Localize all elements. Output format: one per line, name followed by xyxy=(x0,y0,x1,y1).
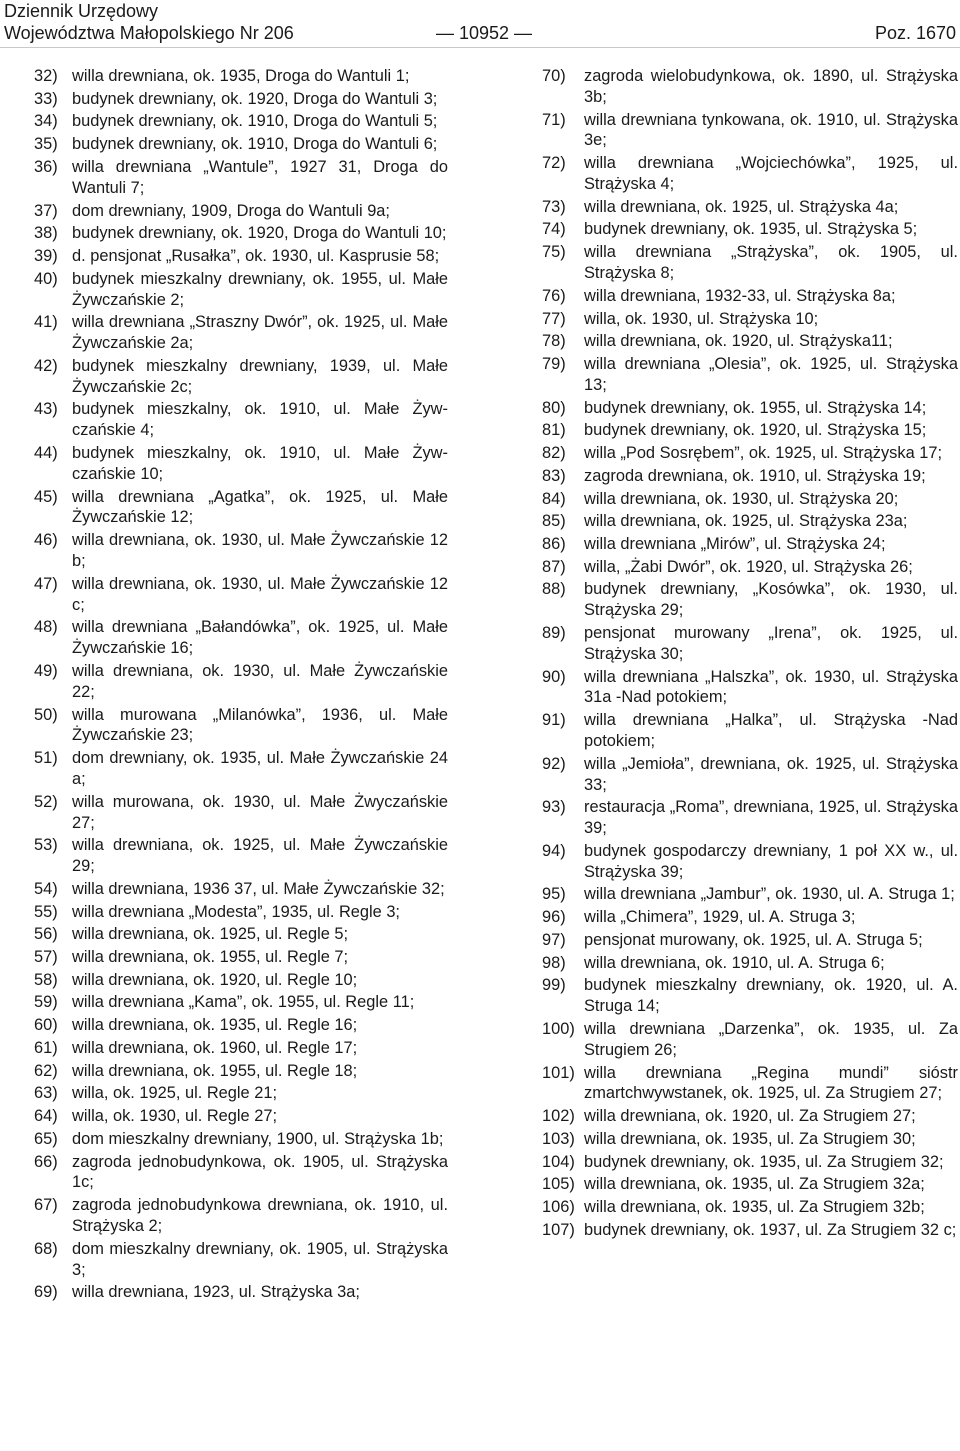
list-item xyxy=(542,1152,958,1173)
list-item xyxy=(542,1129,958,1150)
list-item xyxy=(542,489,958,510)
item-text: budynek drewniany, ok. 1955, ul. Strążyska 14; xyxy=(584,398,927,417)
list-item xyxy=(34,1083,448,1104)
list-item xyxy=(542,667,958,709)
list-item xyxy=(34,792,448,834)
list-item xyxy=(542,953,958,974)
item-number: 71) xyxy=(542,110,566,129)
item-text: willa drewniana, 1932-33, ul. Strążyska 8a; xyxy=(584,286,896,305)
list-item xyxy=(34,970,448,991)
list-item xyxy=(542,884,958,905)
item-text: willa drewniana „Wojciechówka”, 1925, ul. Strążyska 4; xyxy=(584,154,958,193)
item-number: 45) xyxy=(34,487,58,506)
item-number: 56) xyxy=(34,925,58,944)
list-item xyxy=(542,841,958,883)
list-item xyxy=(542,354,958,396)
item-number: 37) xyxy=(34,201,58,220)
position-number: Poz. 1670 xyxy=(874,23,956,43)
item-text: willa drewniana, ok. 1925, ul. Strążyska 23a; xyxy=(584,512,908,531)
item-text: willa drewniana, ok. 1960, ul. Regle 17; xyxy=(72,1038,358,1057)
item-number: 105) xyxy=(542,1175,575,1194)
item-number: 43) xyxy=(34,400,58,419)
item-number: 81) xyxy=(542,421,566,440)
item-text: willa drewniana, ok. 1935, Droga do Wantuli 1; xyxy=(72,67,410,85)
item-text: willa drewniana, ok. 1930, ul. Małe Żywczańskie 22; xyxy=(72,661,448,701)
item-number: 84) xyxy=(542,489,566,508)
list-item xyxy=(34,66,448,87)
list-item xyxy=(542,286,958,307)
list-item xyxy=(34,1106,448,1127)
item-number: 72) xyxy=(542,154,566,173)
item-number: 50) xyxy=(34,705,58,724)
item-text: willa drewniana „Darzenka”, ok. 1935, ul. Za Strugiem 26; xyxy=(584,1020,958,1059)
list-item xyxy=(542,331,958,352)
item-number: 53) xyxy=(34,836,58,855)
item-text: willa drewniana, 1936 37, ul. Małe Żywczańskie 32; xyxy=(72,879,445,898)
list-item xyxy=(542,754,958,796)
list-item xyxy=(34,134,448,155)
item-text: willa, ok. 1925, ul. Regle 21; xyxy=(72,1084,278,1103)
item-text: willa drewniana, ok. 1935, ul. Za Strugiem 32a; xyxy=(584,1175,925,1194)
item-number: 90) xyxy=(542,667,566,686)
journal-subtitle: Województwa Małopolskiego Nr 206 xyxy=(4,23,294,43)
item-number: 58) xyxy=(34,970,58,989)
item-number: 95) xyxy=(542,885,566,904)
item-text: willa drewniana, ok. 1930, ul. Małe Żywczańskie 12 c; xyxy=(72,574,448,614)
item-text: budynek drewniany, ok. 1937, ul. Za Strugiem 32 c; xyxy=(584,1220,957,1239)
item-number: 79) xyxy=(542,354,566,373)
item-text: willa drewniana, ok. 1935, ul. Za Strugiem 32b; xyxy=(584,1198,925,1217)
item-number: 61) xyxy=(34,1038,58,1057)
item-text: pensjonat murowany „Irena”, ok. 1925, ul. Strążyska 30; xyxy=(584,624,958,663)
list-item xyxy=(34,879,448,900)
list-item xyxy=(542,623,958,665)
item-text: willa drewniana „Regina mundi” sióstr zmartchwywstanek, ok. 1925, ul. Za Strugiem 27; xyxy=(584,1063,958,1103)
item-number: 34) xyxy=(34,112,58,131)
item-number: 85) xyxy=(542,512,566,531)
list-item xyxy=(542,466,958,487)
item-text: willa drewniana, ok. 1935, ul. Za Strugiem 30; xyxy=(584,1129,916,1148)
item-text: willa drewniana, ok. 1910, ul. A. Struga 6; xyxy=(584,953,885,972)
item-text: willa drewniana „Modesta”, 1935, ul. Regle 3; xyxy=(72,902,400,921)
item-text: willa drewniana „Straszny Dwór”, ok. 1925, ul. Małe Żywczańskie 2a; xyxy=(72,313,448,353)
item-number: 36) xyxy=(34,157,58,176)
list-item xyxy=(542,1019,958,1061)
item-text: zagroda wielobudynkowa, ok. 1890, ul. Strążyska 3b; xyxy=(584,67,958,106)
item-text: budynek mieszkalny, ok. 1910, ul. Małe Żywczańskie 10; xyxy=(72,444,448,483)
list-item xyxy=(34,574,448,616)
item-number: 39) xyxy=(34,246,58,265)
item-number: 41) xyxy=(34,313,58,332)
list-item xyxy=(34,269,448,311)
item-text: willa drewniana, 1923, ul. Strążyska 3a; xyxy=(72,1283,360,1302)
item-text: willa drewniana „Halszka”, ok. 1930, ul. Strążyska 31a -Nad potokiem; xyxy=(584,667,958,707)
list-item xyxy=(34,1015,448,1036)
item-number: 104) xyxy=(542,1152,575,1171)
list-item xyxy=(34,157,448,199)
item-text: willa „Pod Sosrębem”, ok. 1925, ul. Strążyska 17; xyxy=(584,444,943,463)
list-item xyxy=(542,710,958,752)
item-text: budynek mieszkalny, ok. 1910, ul. Małe Żywczańskie 4; xyxy=(72,400,448,440)
item-number: 89) xyxy=(542,624,566,643)
item-number: 87) xyxy=(542,557,566,576)
item-text: willa, ok. 1930, ul. Strążyska 10; xyxy=(584,309,819,328)
item-text: willa drewniana, ok. 1955, ul. Regle 7; xyxy=(72,948,349,967)
list-item xyxy=(34,705,448,747)
item-number: 92) xyxy=(542,754,566,773)
right-column xyxy=(542,66,958,1243)
list-item xyxy=(542,420,958,441)
list-item xyxy=(34,617,448,659)
item-text: willa drewniana „Olesia”, ok. 1925, ul. Strążyska 13; xyxy=(584,354,958,394)
item-number: 40) xyxy=(34,269,58,288)
item-number: 103) xyxy=(542,1129,575,1148)
item-text: willa drewniana, ok. 1930, ul. Małe Żywczańskie 12 b; xyxy=(72,531,448,571)
list-item xyxy=(542,66,958,108)
item-number: 48) xyxy=(34,618,58,637)
item-text: willa drewniana, ok. 1920, ul. Za Strugiem 27; xyxy=(584,1107,916,1126)
item-number: 78) xyxy=(542,332,566,351)
item-text: budynek drewniany, ok. 1920, Droga do Wantuli 10; xyxy=(72,224,447,243)
item-text: budynek drewniany, ok. 1910, Droga do Wantuli 6; xyxy=(72,135,438,154)
item-text: willa drewniana „Kama”, ok. 1955, ul. Regle 11; xyxy=(72,993,415,1012)
item-number: 69) xyxy=(34,1283,58,1302)
list-item xyxy=(542,153,958,195)
list-item xyxy=(34,1282,448,1303)
item-number: 63) xyxy=(34,1084,58,1103)
list-item xyxy=(542,511,958,532)
item-number: 68) xyxy=(34,1239,58,1258)
list-item xyxy=(34,487,448,529)
list-item xyxy=(34,89,448,110)
item-number: 80) xyxy=(542,398,566,417)
list-item xyxy=(34,312,448,354)
item-number: 32) xyxy=(34,67,58,85)
list-item xyxy=(542,907,958,928)
item-text: willa drewniana, ok. 1920, ul. Strążyska11; xyxy=(584,332,893,351)
item-number: 88) xyxy=(542,580,566,599)
list-item xyxy=(542,219,958,240)
item-number: 52) xyxy=(34,792,58,811)
item-number: 64) xyxy=(34,1107,58,1126)
list-item xyxy=(542,398,958,419)
list-item xyxy=(34,748,448,790)
list-item xyxy=(542,1174,958,1195)
item-number: 75) xyxy=(542,243,566,262)
item-number: 100) xyxy=(542,1020,575,1038)
list-item xyxy=(34,992,448,1013)
list-item xyxy=(542,557,958,578)
item-text: willa murowana, ok. 1930, ul. Małe Żwyczańskie 27; xyxy=(72,792,448,832)
item-number: 38) xyxy=(34,224,58,243)
item-text: willa drewniana „Bałandówka”, ok. 1925, ul. Małe Żywczańskie 16; xyxy=(72,618,448,658)
item-text: willa drewniana „Mirów”, ul. Strążyska 24; xyxy=(584,534,886,553)
item-number: 107) xyxy=(542,1220,575,1239)
item-number: 77) xyxy=(542,309,566,328)
item-number: 51) xyxy=(34,749,58,768)
item-text: willa drewniana „Strążyska”, ok. 1905, ul. Strążyska 8; xyxy=(584,243,958,283)
item-number: 60) xyxy=(34,1016,58,1035)
item-text: dom drewniany, ok. 1935, ul. Małe Żywczańskie 24 a; xyxy=(72,749,448,788)
item-number: 73) xyxy=(542,197,566,216)
item-text: willa drewniana, ok. 1930, ul. Strążyska 20; xyxy=(584,489,899,508)
item-text: willa drewniana, ok. 1925, ul. Strążyska 4a; xyxy=(584,197,899,216)
item-text: willa drewniana, ok. 1925, ul. Regle 5; xyxy=(72,925,349,944)
list-item xyxy=(34,399,448,441)
item-number: 94) xyxy=(542,841,566,860)
item-number: 96) xyxy=(542,908,566,927)
item-text: willa drewniana „Wantule”, 1927 31, Droga do Wantuli 7; xyxy=(72,157,448,197)
item-text: willa drewniana, ok. 1920, ul. Regle 10; xyxy=(72,970,358,989)
page-number: — 10952 — xyxy=(436,23,533,43)
item-number: 82) xyxy=(542,444,566,463)
item-text: willa drewniana, ok. 1955, ul. Regle 18; xyxy=(72,1061,358,1080)
list-item xyxy=(542,1197,958,1218)
list-item xyxy=(34,902,448,923)
list-item xyxy=(542,797,958,839)
journal-title: Dziennik Urzędowy xyxy=(4,1,159,21)
item-number: 91) xyxy=(542,711,566,730)
item-number: 59) xyxy=(34,993,58,1012)
item-number: 99) xyxy=(542,976,566,995)
item-number: 46) xyxy=(34,531,58,550)
item-text: willa drewniana tynkowana, ok. 1910, ul. Strążyska 3e; xyxy=(584,110,958,150)
list-item xyxy=(542,579,958,621)
list-item xyxy=(34,111,448,132)
item-text: d. pensjonat „Rusałka”, ok. 1930, ul. Kasprusie 58; xyxy=(72,246,440,265)
item-text: willa drewniana „Agatka”, ok. 1925, ul. Małe Żywczańskie 12; xyxy=(72,487,448,527)
list-item xyxy=(34,201,448,222)
item-number: 33) xyxy=(34,89,58,108)
item-text: budynek mieszkalny drewniany, ok. 1920, ul. A. Struga 14; xyxy=(584,976,958,1016)
item-number: 93) xyxy=(542,798,566,817)
item-number: 86) xyxy=(542,534,566,553)
list-item xyxy=(34,246,448,267)
list-item xyxy=(542,534,958,555)
item-text: budynek mieszkalny drewniany, ok. 1955, ul. Małe Żywczańskie 2; xyxy=(72,269,448,309)
item-text: willa drewniana, ok. 1935, ul. Regle 16; xyxy=(72,1016,358,1035)
item-number: 54) xyxy=(34,879,58,898)
item-text: restauracja „Roma”, drewniana, 1925, ul. Strążyska 39; xyxy=(584,798,958,838)
list-item xyxy=(34,1239,448,1281)
item-text: willa, ok. 1930, ul. Regle 27; xyxy=(72,1107,278,1126)
item-text: dom drewniany, 1909, Droga do Wantuli 9a; xyxy=(72,201,390,220)
item-number: 102) xyxy=(542,1107,575,1126)
item-text: budynek drewniany, ok. 1920, ul. Strążyska 15; xyxy=(584,421,927,440)
item-text: budynek gospodarczy drewniany, 1 poł XX w., ul. Strążyska 39; xyxy=(584,841,958,881)
page-header xyxy=(4,0,958,46)
item-number: 49) xyxy=(34,661,58,680)
list-item xyxy=(34,1195,448,1237)
item-text: willa murowana „Milanówka”, 1936, ul. Małe Żywczańskie 23; xyxy=(72,705,448,745)
item-text: willa „Jemioła”, drewniana, ok. 1925, ul. Strążyska 33; xyxy=(584,754,958,794)
item-text: budynek drewniany, „Kosówka”, ok. 1930, ul. Strążyska 29; xyxy=(584,580,958,620)
list-item xyxy=(34,1152,448,1194)
list-item xyxy=(34,530,448,572)
item-number: 42) xyxy=(34,356,58,375)
list-item xyxy=(542,1063,958,1105)
item-number: 74) xyxy=(542,220,566,239)
list-item xyxy=(542,197,958,218)
list-item xyxy=(34,661,448,703)
list-item xyxy=(34,356,448,398)
item-text: budynek drewniany, ok. 1935, ul. Za Strugiem 32; xyxy=(584,1152,944,1171)
list-item xyxy=(34,835,448,877)
item-number: 55) xyxy=(34,902,58,921)
item-text: willa drewniana „Jambur”, ok. 1930, ul. A. Struga 1; xyxy=(584,885,955,904)
list-item xyxy=(542,1220,958,1241)
item-text: willa „Chimera”, 1929, ul. A. Struga 3; xyxy=(584,908,856,927)
item-text: willa drewniana, ok. 1925, ul. Małe Żywczańskie 29; xyxy=(72,836,448,876)
item-number: 106) xyxy=(542,1198,575,1217)
list-item xyxy=(542,309,958,330)
list-item xyxy=(34,443,448,485)
left-column xyxy=(34,66,448,1305)
item-number: 57) xyxy=(34,948,58,967)
item-number: 76) xyxy=(542,286,566,305)
item-text: willa, „Żabi Dwór”, ok. 1920, ul. Strążyska 26; xyxy=(584,557,913,576)
list-item xyxy=(542,1106,958,1127)
item-text: dom mieszkalny drewniany, ok. 1905, ul. Strążyska 3; xyxy=(72,1239,448,1279)
list-item xyxy=(34,1061,448,1082)
list-item xyxy=(542,975,958,1017)
item-number: 66) xyxy=(34,1152,58,1171)
item-number: 35) xyxy=(34,135,58,154)
list-item xyxy=(34,924,448,945)
item-text: zagroda jednobudynkowa, ok. 1905, ul. Strążyska 1c; xyxy=(72,1152,448,1192)
item-number: 70) xyxy=(542,67,566,85)
item-text: budynek drewniany, ok. 1920, Droga do Wantuli 3; xyxy=(72,89,438,108)
item-number: 101) xyxy=(542,1063,575,1082)
item-number: 62) xyxy=(34,1061,58,1080)
list-item xyxy=(542,443,958,464)
item-number: 98) xyxy=(542,953,566,972)
item-text: zagroda drewniana, ok. 1910, ul. Strążyska 19; xyxy=(584,466,926,485)
item-text: zagroda jednobudynkowa drewniana, ok. 1910, ul. Strążyska 2; xyxy=(72,1196,448,1236)
list-item xyxy=(34,1038,448,1059)
header-divider xyxy=(0,47,960,48)
item-text: budynek mieszkalny drewniany, 1939, ul. Małe Żywczańskie 2c; xyxy=(72,356,448,396)
header-line xyxy=(4,22,958,44)
list-item xyxy=(542,242,958,284)
item-text: budynek drewniany, ok. 1935, ul. Strążyska 5; xyxy=(584,220,918,239)
list-item xyxy=(542,930,958,951)
item-text: dom mieszkalny drewniany, 1900, ul. Strążyska 1b; xyxy=(72,1129,444,1148)
item-number: 67) xyxy=(34,1196,58,1215)
item-text: willa drewniana „Halka”, ul. Strążyska -Nad potokiem; xyxy=(584,711,958,751)
item-number: 83) xyxy=(542,466,566,485)
item-number: 47) xyxy=(34,574,58,593)
list-item xyxy=(34,1129,448,1150)
item-text: pensjonat murowany, ok. 1925, ul. A. Struga 5; xyxy=(584,930,923,949)
item-number: 97) xyxy=(542,930,566,949)
list-item xyxy=(542,110,958,152)
item-number: 44) xyxy=(34,444,58,463)
list-item xyxy=(34,947,448,968)
item-text: budynek drewniany, ok. 1910, Droga do Wantuli 5; xyxy=(72,112,438,131)
list-item xyxy=(34,223,448,244)
item-number: 65) xyxy=(34,1129,58,1148)
